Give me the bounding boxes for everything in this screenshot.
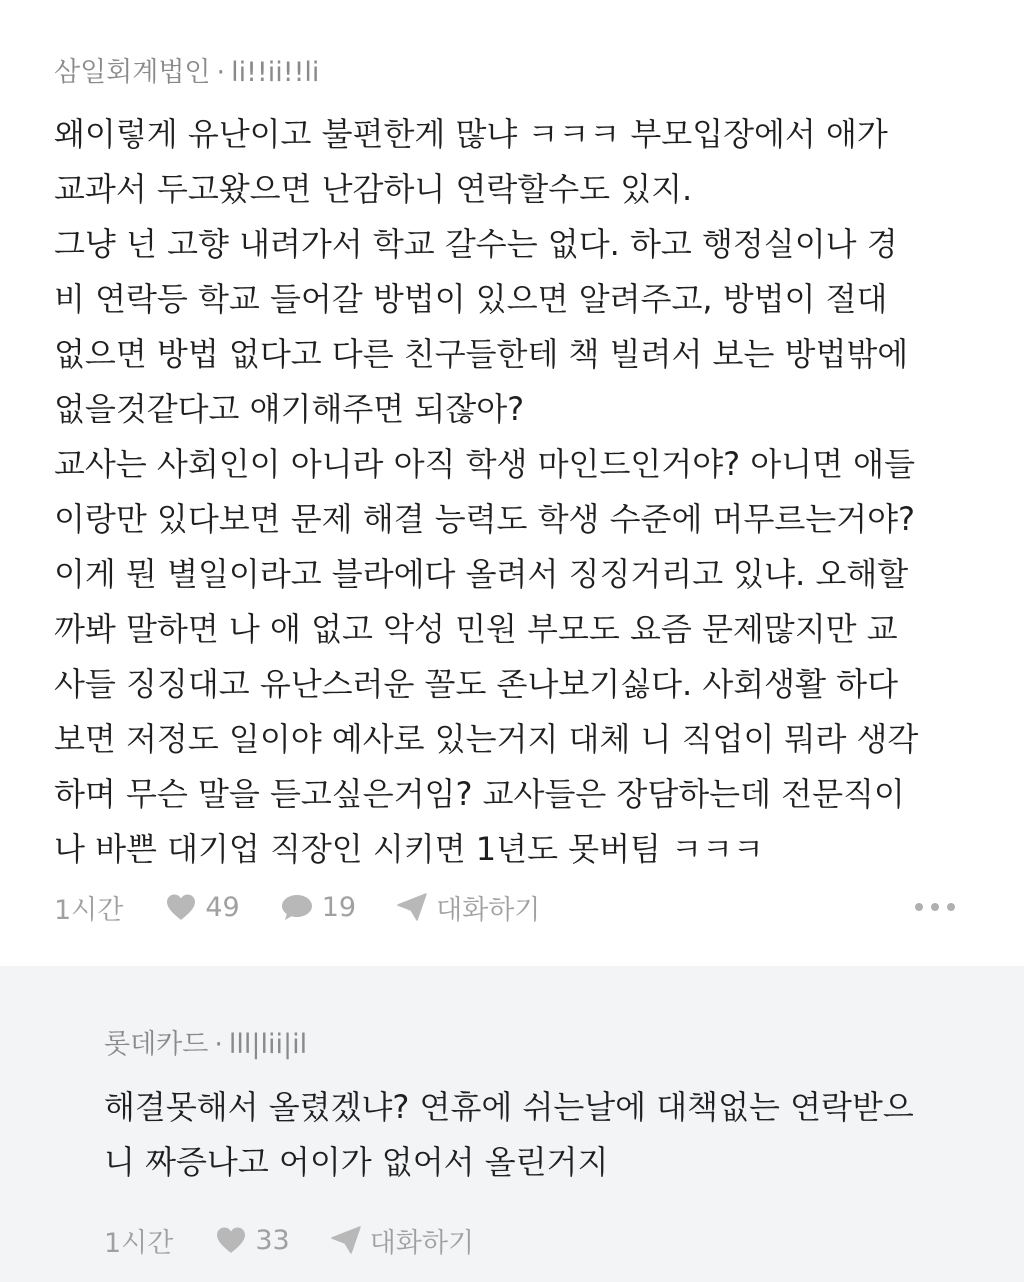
post-time: 1시간 — [54, 894, 124, 926]
heart-icon — [165, 893, 197, 921]
author-company: 삼일회계법인 — [54, 57, 211, 88]
post-like-button[interactable] — [165, 892, 239, 923]
post-line: 까봐 말하면 나 애 없고 악성 민원 부모도 요즘 문제많지만 교 — [54, 610, 898, 648]
reply-chat-button[interactable] — [330, 1221, 474, 1260]
reply-meta-bar — [104, 1220, 514, 1260]
post-line: 이게 뭔 별일이라고 블라에다 올려서 징징거리고 있냐. 오해할 — [54, 555, 909, 593]
post-line: 하며 무슨 말을 듣고싶은거임? 교사들은 장담하는데 전문직이 — [54, 775, 905, 813]
paper-plane-icon — [330, 1225, 362, 1255]
reply-like-button[interactable] — [215, 1225, 289, 1256]
post-body — [54, 107, 918, 877]
post-line: 사들 징징대고 유난스러운 꼴도 존나보기싫다. 사회생활 하다 — [54, 665, 899, 703]
post-line: 보면 저정도 일이야 예사로 있는거지 대체 니 직업이 뭐라 생각 — [54, 720, 919, 758]
reply-line: 니 짜증나고 어이가 없어서 올린거지 — [104, 1143, 609, 1181]
post-author[interactable] — [54, 50, 319, 89]
speech-bubble-icon — [280, 893, 314, 921]
post-chat-label: 대화하기 — [436, 894, 541, 926]
reply-card — [0, 966, 1024, 1282]
post-line: 이랑만 있다보면 문제 해결 능력도 학생 수준에 머무르는거야? — [54, 500, 915, 538]
author-separator: · — [216, 57, 226, 88]
post-line: 왜이렇게 유난이고 불편한게 많냐 ㅋㅋㅋ 부모입장에서 애가 — [54, 115, 888, 153]
post-comment-count: 19 — [321, 891, 357, 923]
author-nickname: lll|lii|il — [228, 1029, 308, 1060]
author-separator: · — [214, 1029, 223, 1060]
post-line: 교사는 사회인이 아니라 아직 학생 마인드인거야? 아니면 애들 — [54, 445, 915, 483]
reply-chat-label: 대화하기 — [369, 1227, 475, 1259]
author-company: 롯데카드 — [104, 1029, 209, 1060]
paper-plane-icon — [396, 892, 428, 922]
author-nickname: li!!ii!!li — [231, 57, 320, 88]
post-like-count: 49 — [205, 891, 240, 923]
reply-line: 해결못해서 올렸겠냐? 연휴에 쉬는날에 대책없는 연락받으 — [104, 1088, 914, 1126]
reply-like-count: 33 — [255, 1224, 290, 1256]
post-line: 그냥 넌 고향 내려가서 학교 갈수는 없다. 하고 행정실이나 경 — [54, 225, 898, 263]
post-line: 나 바쁜 대기업 직장인 시키면 1년도 못버팀 ㅋㅋㅋ — [54, 830, 764, 868]
post-line: 교과서 두고왔으면 난감하니 연락할수도 있지. — [54, 170, 693, 208]
post-line: 없을것같다고 얘기해주면 되잖아? — [54, 390, 525, 428]
post-line: 비 연락등 학교 들어갈 방법이 있으면 알려주고, 방법이 절대 — [54, 280, 888, 318]
heart-icon — [215, 1226, 247, 1254]
post-comment-button[interactable] — [280, 892, 356, 923]
post-chat-button[interactable] — [396, 888, 540, 927]
post-meta-bar — [54, 887, 580, 927]
post-line: 없으면 방법 없다고 다른 친구들한테 책 빌려서 보는 방법밖에 — [54, 335, 909, 373]
reply-body — [104, 1080, 914, 1190]
more-icon[interactable] — [915, 897, 955, 917]
reply-author[interactable] — [104, 1022, 307, 1061]
reply-time: 1시간 — [104, 1227, 174, 1259]
